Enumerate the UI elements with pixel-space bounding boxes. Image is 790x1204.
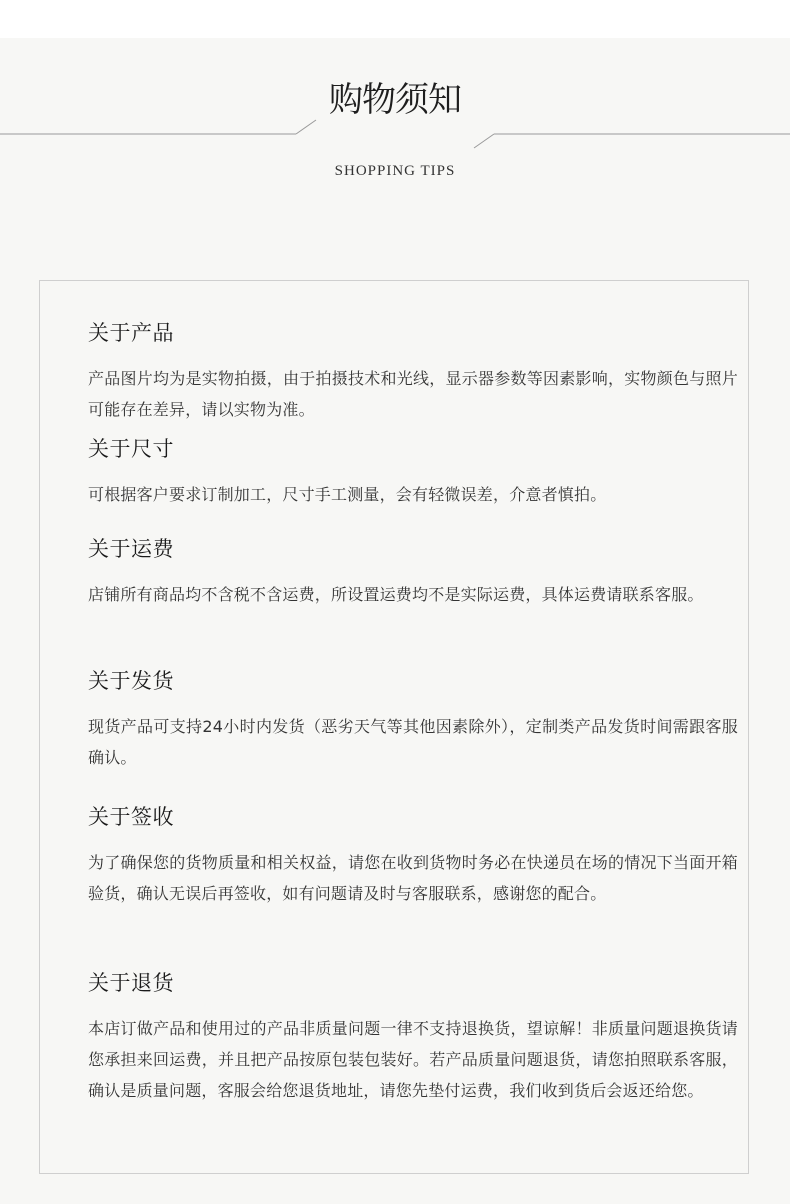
section-title: 关于退货 [88, 971, 174, 995]
section-body: 本店订做产品和使用过的产品非质量问题一律不支持退换货，望谅解！非质量问题退换货请您承担来回运费，并且把产品按原包装包装好。若产品质量问题退货，请您拍照联系客服，确认是质量问题，客服会给您退货地址，请您先垫付运费，我们收到货后会返还给您。 [88, 1019, 738, 1100]
section-shipping-fee [88, 535, 738, 610]
section-body: 现货产品可支持24小时内发货（恶劣天气等其他因素除外），定制类产品发货时间需跟客服确认。 [88, 717, 738, 767]
section-return [88, 969, 738, 1106]
section-body: 为了确保您的货物质量和相关权益，请您在收到货物时务必在快递员在场的情况下当面开箱验货，确认无误后再签收，如有问题请及时与客服联系，感谢您的配合。 [88, 853, 738, 903]
page-subtitle: SHOPPING TIPS [334, 163, 456, 179]
section-body: 可根据客户要求订制加工，尺寸手工测量，会有轻微误差，介意者慎拍。 [88, 485, 607, 504]
section-title: 关于签收 [88, 805, 174, 829]
section-body: 产品图片均为是实物拍摄，由于拍摄技术和光线，显示器参数等因素影响，实物颜色与照片可能存在差异，请以实物为准。 [88, 369, 738, 419]
section-size [88, 435, 738, 510]
shopping-tips-page [0, 38, 790, 1204]
section-delivery [88, 667, 738, 773]
section-body: 店铺所有商品均不含税不含运费，所设置运费均不是实际运费，具体运费请联系客服。 [88, 585, 704, 604]
section-title: 关于运费 [88, 537, 174, 561]
section-receipt [88, 803, 738, 909]
page-title: 购物须知 [329, 80, 461, 120]
section-title: 关于发货 [88, 669, 174, 693]
tips-box [39, 280, 749, 1174]
section-title: 关于产品 [88, 321, 174, 345]
section-title: 关于尺寸 [88, 437, 174, 461]
section-product [88, 319, 738, 425]
